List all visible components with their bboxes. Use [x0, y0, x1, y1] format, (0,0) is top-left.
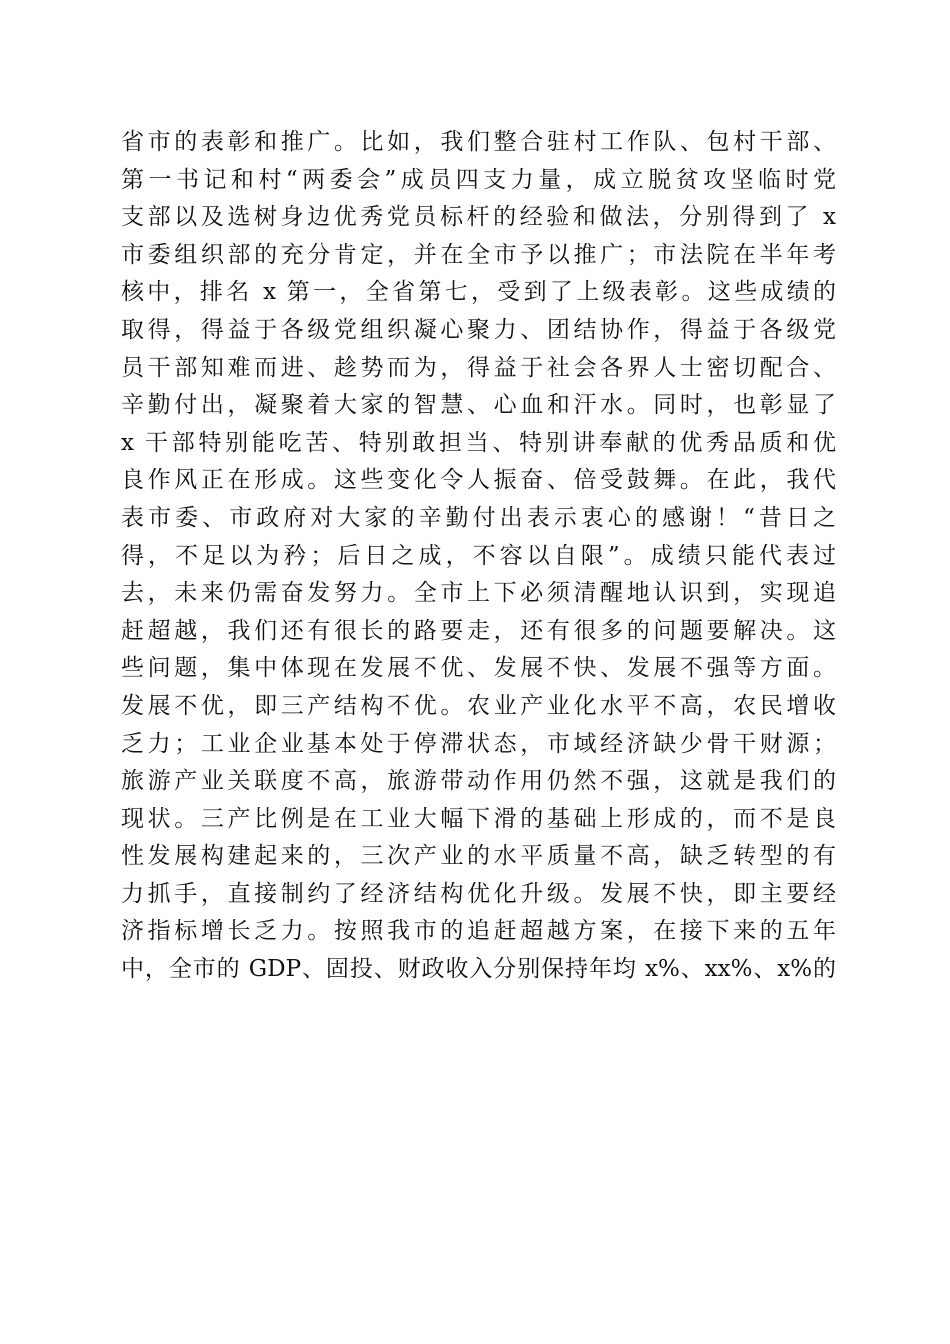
- text-line-20: 性发展构建起来的，三次产业的水平质量不高，缺乏转型的有: [121, 843, 836, 870]
- text-line-21: 力抓手，直接制约了经济结构优化升级。发展不快，即主要经: [121, 880, 836, 907]
- text-line-17: 乏力；工业企业基本处于停滞状态，市域经济缺少骨干财源；: [121, 730, 836, 757]
- text-line-13: 去，未来仍需奋发努力。全市上下必须清醒地认识到，实现追: [121, 580, 836, 607]
- body-text: [121, 124, 836, 989]
- text-line-2: 第一书记和村“两委会”成员四支力量，成立脱贫攻坚临时党: [121, 166, 836, 193]
- text-line-11: 表市委、市政府对大家的辛勤付出表示衷心的感谢！“昔日之: [121, 504, 836, 531]
- text-line-8: 辛勤付出，凝聚着大家的智慧、心血和汗水。同时，也彰显了: [121, 392, 836, 419]
- text-line-4: 市委组织部的充分肯定，并在全市予以推广；市法院在半年考: [121, 241, 836, 268]
- text-line-15: 些问题，集中体现在发展不优、发展不快、发展不强等方面。: [121, 655, 836, 682]
- text-line-19: 现状。三产比例是在工业大幅下滑的基础上形成的，而不是良: [121, 805, 836, 832]
- text-line-18: 旅游产业关联度不高，旅游带动作用仍然不强，这就是我们的: [121, 768, 836, 795]
- text-line-3: 支部以及选树身边优秀党员标杆的经验和做法，分别得到了 x: [121, 204, 836, 231]
- text-line-1: 省市的表彰和推广。比如，我们整合驻村工作队、包村干部、: [121, 129, 836, 155]
- text-line-23: 中，全市的 GDP、固投、财政收入分别保持年均 x%、xx%、x%的: [121, 956, 836, 983]
- text-line-6: 取得，得益于各级党组织凝心聚力、团结协作，得益于各级党: [121, 316, 836, 343]
- text-line-7: 员干部知难而进、趁势而为，得益于社会各界人士密切配合、: [121, 354, 836, 381]
- text-line-5: 核中，排名 x 第一，全省第七，受到了上级表彰。这些成绩的: [121, 279, 836, 306]
- text-line-22: 济指标增长乏力。按照我市的追赶超越方案，在接下来的五年: [121, 918, 836, 945]
- text-line-16: 发展不优，即三产结构不优。农业产业化水平不高，农民增收: [121, 692, 836, 719]
- text-line-10: 良作风正在形成。这些变化令人振奋、倍受鼓舞。在此，我代: [121, 467, 836, 494]
- text-line-12: 得，不足以为矜；后日之成，不容以自限”。成绩只能代表过: [121, 542, 836, 569]
- text-line-14: 赶超越，我们还有很长的路要走，还有很多的问题要解决。这: [121, 617, 836, 644]
- text-line-9: x 干部特别能吃苦、特别敢担当、特别讲奉献的优秀品质和优: [121, 429, 836, 456]
